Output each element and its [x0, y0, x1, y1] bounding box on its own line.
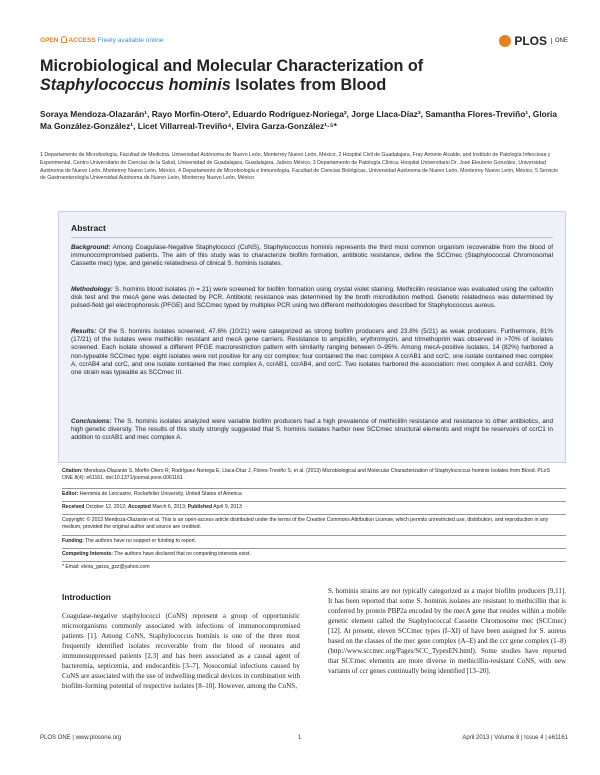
meta-divider — [62, 501, 566, 502]
plos-logo: PLOS ONE — [499, 34, 568, 48]
competing-interests: Competing Interests: The authors have declared that no competing interests exist. — [62, 551, 251, 557]
introduction-heading: Introduction — [62, 592, 111, 602]
journal-header — [40, 34, 568, 50]
funding: Funding: The authors have no support or funding to report. — [62, 538, 197, 544]
article-title: Microbiological and Molecular Characterization of Staphylococcus hominis Isolates from Blood — [40, 57, 424, 94]
abstract-methodology: Methodology: S. hominis blood isolates (n = 21) were screened for biofilm formation using crystal violet staining. Methicillin resistance was evaluated using the cefoxitin disk test and the mecA gene was detected by PCR. Antibiotic resistance was determined by the broth microdilution method. Genetic relatedness was determined by pulsed-field gel electrophoresis (PFGE) and SCCmec typed by multiplex PCR using two different methodologies described for Staphylococcus aureus. — [71, 286, 553, 310]
footer-issue: April 2013 | Volume 8 | Issue 4 | e61161 — [462, 735, 568, 741]
meta-divider — [62, 488, 566, 489]
dates: Received October 12, 2012; Accepted March 6, 2013; Published April 9, 2013 — [62, 504, 242, 510]
free-available-label: Freely available online — [97, 37, 164, 44]
abstract-divider — [71, 237, 553, 238]
body-column-left: Coagulase-negative staphylococci (CoNS) represent a group of opportunistic microorganisms commonly associated with infections of immunocompromised patients [1]. Among CoNS, Staphylococcus hominis is one of the three most frequently identified isolates recoverable from the blood of neonates and immunosuppressed patients [2,3] and has been associated as a causal agent of bacteremia, septicemia, and endocarditis [3–7]. Nosocomial infections caused by CoNS are associated with the use of indwelling medical devices in combination with biofilm-forming potential of respective isolates [8–10]. However, among the CoNS, — [62, 612, 300, 690]
footer-journal: PLOS ONE | www.plosone.org — [40, 735, 122, 741]
editor: Editor: Herminia de Lencastre, Rockefeller University, United States of America — [62, 491, 242, 497]
abstract-background: Background: Among Coagulase-Negative Staphylococci (CoNS), Staphylococcus hominis represents the third most common organism recoverable from the blood of immunocompromised patients. The aim of this study was to characterize biofilm formation, antibiotic resistance, define the SCCmec (Staphylococcal Chromosomal Cassette mec) type, and genetic relatedness of clinical S. hominis isolates. — [71, 244, 553, 268]
affiliations: 1 Departamento de Microbiología, Facultad de Medicina, Universidad Autónoma de Nuevo León, Monterrey Nuevo León, México, 2 Hospital Civil de Guadalajara, Fray Antonio Alcalde, and Instituto de Patología Infecciosa y Experimental, Centro Universitario de Ciencias de la Salud, Universidad de Guadalajara, Guadalajara, Jalisco México, 3 Departamento de Patología Clínica, Hospital Universitario Dr. José Eleuterio González, Universidad Autónoma de Nuevo León, Monterrey Nuevo León, México, 4 Departamento de Microbiología e Inmunología, Facultad de Ciencias Biológicas, Universidad Autónoma de Nuevo León, Monterrey Nuevo León, México, 5 Servicio de Gastroenterología Universidad Autónoma de Nuevo León, Monterrey Nuevo León, México — [40, 152, 558, 182]
lock-open-icon — [61, 36, 67, 43]
meta-divider — [62, 535, 566, 536]
abstract-heading: Abstract — [71, 223, 106, 233]
meta-divider — [62, 561, 566, 562]
meta-divider — [62, 514, 566, 515]
abstract-box — [58, 211, 566, 463]
author-list: Soraya Mendoza-Olazarán¹, Rayo Morfin-Otero², Eduardo Rodríguez-Noriega², Jorge Llaca-Díaz³, Samantha Flores-Treviño¹, Gloria Ma González-González¹, Licet Villarreal-Treviño⁴, Elvira Garza-González¹·⁵* — [40, 109, 558, 131]
citation: Citation: Mendoza-Olazarán S, Morfin-Otero R, Rodríguez-Noriega E, Llaca-Díaz J, Flores-Treviño S, et al. (2013) Microbiological and Molecular Characterization of Staphylococcus hominis Isolates from Blood. PLoS ONE 8(4): e61161. doi:10.1371/journal.pone.0061161 — [62, 468, 550, 482]
body-column-right: S. hominis strains are not typically categorized as a major biofilm producers [9,11]. It has been reported that some S. hominis isolates are resistant to methicillin that is conferred by protein PBP2a encoded by the mecA gene that resides within a mobile genetic element called the Staphylococcal Cassette Chromosome mec (SCCmec) [12]. At present, eleven SCCmec types (I–XI) of have been assigned for S. aureus based on the classes of the mec gene complex (A–E) and the ccr gene complex (1–8) (http://www.sccmec.org/Pages/SCC_TypesEN.html). Some studies have reported that SCCmec elements are more diverse in methicillin-resistant CoNS, with new variants of ccr genes continually being identified [13–20]. — [328, 587, 566, 675]
abstract-results: Results: Of the S. hominis isolates screened, 47.6% (10/21) were categorized as strong biofilm producers and 23.8% (5/21) as weak producers. Furthermore, 81% (17/21) of the isolates were methicillin resistant and mecA gene carriers. Resistance to ampicillin, erythromycin, and trimethoprim was observed in >70% of isolates screened. Each isolate showed a different PFGE macrorestriction pattern with similarity ranging between 0–95%. Among mecA-positive isolates, 14 (82%) harbored a non-typeable SCCmec type: eight isolates were not positive for any ccr complex; four contained the mec complex A ccrAB1 and ccrC, one isolate contained mec complex A, ccrAB4 and ccrC, and one isolate contained the mec complex A, ccrAB1, ccrAB4, and ccrC. Two isolates harbored the association: mec complex A and ccrAB1. Only one strain was typeable as SCCmec III. — [71, 328, 553, 377]
open-access-label: OPEN ACCESS Freely available online — [40, 37, 164, 44]
copyright: Copyright: © 2013 Mendoza-Olazarán et al. This is an open-access article distributed under the terms of the Creative Commons Attribution License, which permits unrestricted use, distribution, and reproduction in any medium, provided the original author and source are credited. — [62, 517, 549, 531]
email: * Email: elvira_garza_gzz@yahoo.com — [62, 564, 150, 570]
abstract-conclusions: Conclusions: The S. hominis isolates analyzed were variable biofilm producers had a high prevalence of methicillin resistance and resistance to other antibiotics, and high genetic diversity. The results of this study strongly suggested that S. hominis isolates harbor new SCCmec structural elements and might be reservoirs of ccrC1 in addition to ccrAB1 and mec complex A. — [71, 418, 553, 442]
meta-divider — [62, 548, 566, 549]
plos-circle-icon — [499, 35, 511, 47]
page-number: 1 — [298, 735, 302, 741]
